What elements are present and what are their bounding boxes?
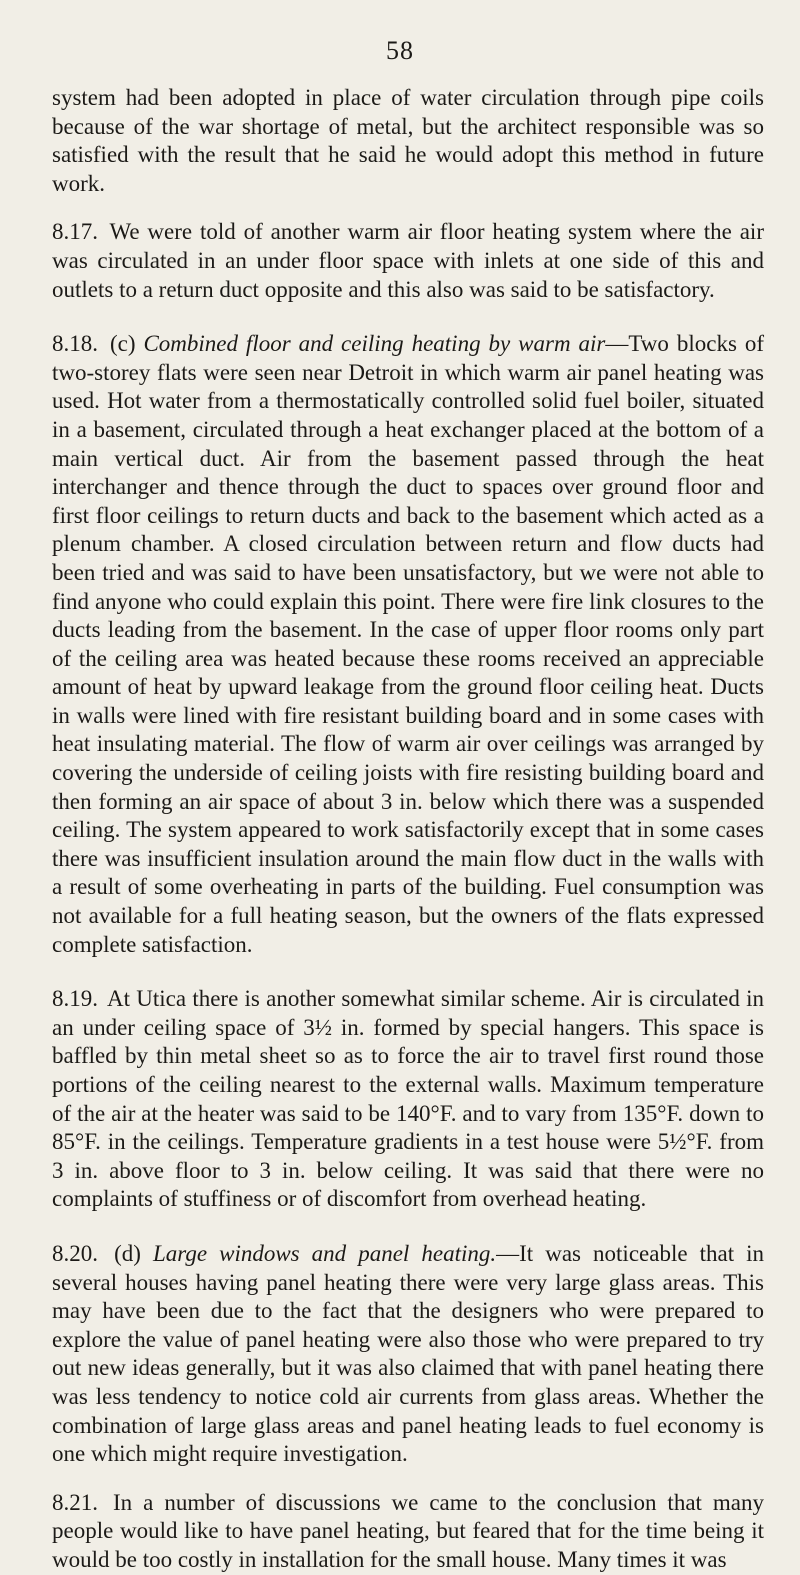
paragraph-8-17 — [52, 218, 764, 304]
paragraph-heading: Large windows and panel heating. — [152, 1240, 497, 1266]
body-text — [52, 84, 764, 1575]
paragraph-number: 8.18. — [52, 331, 98, 357]
paragraph-text: system had been adopted in place of water circulation through pipe coils because of the war shortage of metal, but the architect responsible was so satisfied with the result that he said he would adopt this method in future work. — [52, 85, 764, 196]
page-number: 58 — [386, 36, 414, 65]
paragraph-8-21 — [52, 1489, 764, 1575]
paragraph-heading: Combined floor and ceiling heating by warm air — [143, 331, 606, 357]
paragraph-number: 8.19. — [52, 986, 98, 1012]
paragraph-number: 8.21. — [52, 1489, 98, 1515]
paragraph-8-18 — [52, 330, 764, 959]
paragraph-text: —Two blocks of two-storey flats were seen near Detroit in which warm air panel heating was used. Hot water from a thermostatically controlled solid fuel boiler, situated in a basement, circulated through a heat exchanger placed at the bottom of a main vertical duct. Air from the basement passed through the heat interchanger and thence through the duct to spaces over ground floor and first floor ceilings to return ducts and back to the basement which acted as a plenum chamber. A closed circulation between return and flow ducts had been tried and was said to have been unsatisfactory, but we were not able to find anyone who could explain this point. There were fire link closures to the ducts leading from the basement. In the case of upper floor rooms only part of the ceiling area was heated because these rooms received an appreciable amount of heat by upward leakage from the ground floor ceiling heat. Ducts in walls were lined with fire resistant building board and in some cases with heat insulating material. The flow of warm air over ceilings was arranged by covering the underside of ceiling joists with fire resisting building board and then forming an air space of about 3 in. below which there was a suspended ceiling. The system appeared to work satisfactorily except that in some cases there was insufficient insulation around the main flow duct in the walls with a result of some overheating in parts of the building. Fuel consumption was not available for a full heating season, but the owners of the flats expressed complete satisfaction. — [52, 331, 765, 957]
paragraph-label: (c) — [109, 331, 136, 357]
paragraph-number: 8.17. — [52, 219, 98, 245]
paragraph-8-19 — [52, 985, 764, 1214]
paragraph-8-20 — [52, 1240, 764, 1469]
paragraph-text: In a number of discussions we came to the conclusion that many people would like to have panel heating, but feared that for the time being it would be too costly in installation for the small house. Many times it was — [52, 1489, 765, 1572]
paragraph-number: 8.20. — [52, 1240, 98, 1266]
paragraph-text: —It was noticeable that in several houses having panel heating there were very large glass areas. This may have been due to the fact that the designers who were prepared to explore the value of panel heating were also those who were prepared to try out new ideas generally, but it was also claimed that with panel heating there was less tendency to notice cold air currents from glass areas. Whether the combination of large glass areas and panel heating leads to fuel economy is one which might require investigation. — [52, 1240, 765, 1467]
paragraph-text: At Utica there is another somewhat similar scheme. Air is circulated in an under ceiling space of 3½ in. formed by special hangers. This space is baffled by thin metal sheet so as to force the air to travel first round those portions of the ceiling nearest to the external walls. Maximum temperature of the air at the heater was said to be 140°F. and to vary from 135°F. down to 85°F. in the ceilings. Temperature gradients in a test house were 5½°F. from 3 in. above floor to 3 in. below ceiling. It was said that there were no complaints of stuffiness or of discomfort from overhead heating. — [52, 986, 765, 1212]
paragraph-continuation — [52, 84, 764, 198]
paragraph-label: (d) — [114, 1240, 141, 1266]
paragraph-text: We were told of another warm air floor heating system where the air was circulated in an under floor space with inlets at one side of this and outlets to a return duct opposite and this also was said to be satisfactory. — [52, 219, 764, 302]
